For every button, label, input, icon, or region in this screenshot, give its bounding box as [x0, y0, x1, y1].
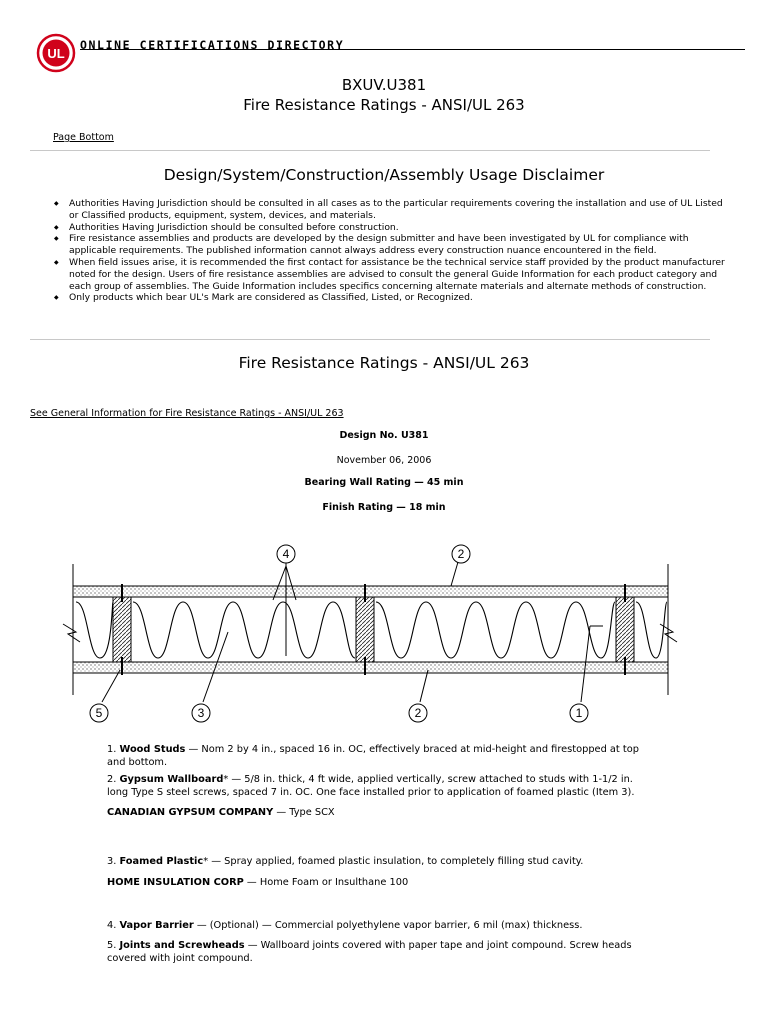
callout-label: 4	[282, 547, 290, 561]
disclaimer-item: ◆ Only products which bear UL's Mark are considered as Classified, Listed, or Recognized.	[69, 292, 731, 304]
component-name: Vapor Barrier	[119, 919, 194, 931]
manufacturer-line: HOME INSULATION CORP — Home Foam or Insulthane 100	[107, 877, 409, 888]
component-item: 2. Gypsum Wallboard* — 5/8 in. thick, 4 ft wide, applied vertically, screw attached to studs with 1-1/2 in. long Type S steel screws, spaced 7 in. OC. One face installed prior to application of foamed plastic (Item 3).	[107, 774, 635, 798]
component-item: 1. Wood Studs — Nom 2 by 4 in., spaced 16 in. OC, effectively braced at mid-height and firestopped at top and bottom.	[107, 744, 639, 768]
disclaimer-list	[52, 198, 731, 304]
component-item: 5. Joints and Screwheads — Wallboard joints covered with paper tape and joint compound. Screw heads covered with joint compound.	[107, 940, 632, 964]
callout-label: 2	[414, 706, 422, 720]
design-number: Design No. U381	[339, 430, 429, 441]
divider	[30, 339, 710, 340]
disclaimer-item: ◆ When field issues arise, it is recommended the first contact for assistance be the technical service staff provided by the product manufacturer noted for the design. Users of fire resistance assemblies are advised to consult the general Guide Information for each product category and each group of assemblies. The Guide Information includes specifics concerning alternate materials and alternate methods of construction.	[69, 257, 731, 292]
callout-label: 1	[575, 706, 583, 720]
callout-label: 3	[197, 706, 205, 720]
bottom-wallboard	[73, 662, 668, 673]
top-wallboard	[73, 586, 668, 597]
wall-assembly-diagram	[58, 540, 708, 730]
wood-stud	[616, 597, 634, 662]
logo-text: UL	[47, 46, 65, 61]
disclaimer-item: ◆ Authorities Having Jurisdiction should be consulted in all cases as to the particular requirements covering the installation and use of UL Listed or Classified products, equipment, system, devices, and materials.	[69, 198, 731, 222]
component-item: 4. Vapor Barrier — (Optional) — Commercial polyethylene vapor barrier, 6 mil (max) thickness.	[107, 919, 583, 931]
component-item: 3. Foamed Plastic* — Spray applied, foamed plastic insulation, to completely filling stud cavity.	[107, 855, 584, 867]
page-bottom-link[interactable]: Page Bottom	[53, 132, 114, 143]
section-heading: Fire Resistance Ratings - ANSI/UL 263	[238, 354, 530, 372]
component-list	[107, 744, 647, 965]
disclaimer-heading: Design/System/Construction/Assembly Usage Disclaimer	[163, 166, 605, 184]
manufacturer-line: CANADIAN GYPSUM COMPANY — Type SCX	[107, 807, 335, 818]
callout-label: 2	[457, 547, 465, 561]
design-date: November 06, 2006	[336, 455, 432, 466]
divider	[30, 150, 710, 151]
bearing-wall-rating: Bearing Wall Rating — 45 min	[304, 477, 464, 488]
disclaimer-item: ◆ Authorities Having Jurisdiction should be consulted before construction.	[69, 222, 731, 234]
directory-title: ONLINE CERTIFICATIONS DIRECTORY	[80, 38, 345, 52]
component-name: Joints and Screwheads	[119, 940, 245, 951]
page-title: Fire Resistance Ratings - ANSI/UL 263	[243, 96, 525, 114]
callout-label: 5	[95, 706, 103, 720]
finish-rating: Finish Rating — 18 min	[322, 502, 446, 513]
page-code: BXUV.U381	[341, 76, 427, 94]
general-info-link[interactable]: See General Information for Fire Resistance Ratings - ANSI/UL 263	[30, 408, 344, 419]
ul-logo[interactable]	[36, 33, 76, 73]
header	[0, 0, 768, 80]
disclaimer-item: ◆ Fire resistance assemblies and products are developed by the design submitter and have been investigated by UL for compliance with applicable requirements. The published information cannot always address every construction nuance encountered in the field.	[69, 233, 731, 257]
component-name: Gypsum Wallboard	[119, 774, 224, 785]
component-name: Wood Studs	[119, 744, 186, 755]
component-name: Foamed Plastic	[119, 855, 204, 867]
wood-stud	[113, 597, 131, 662]
wood-stud	[356, 597, 374, 662]
header-divider	[80, 49, 745, 50]
